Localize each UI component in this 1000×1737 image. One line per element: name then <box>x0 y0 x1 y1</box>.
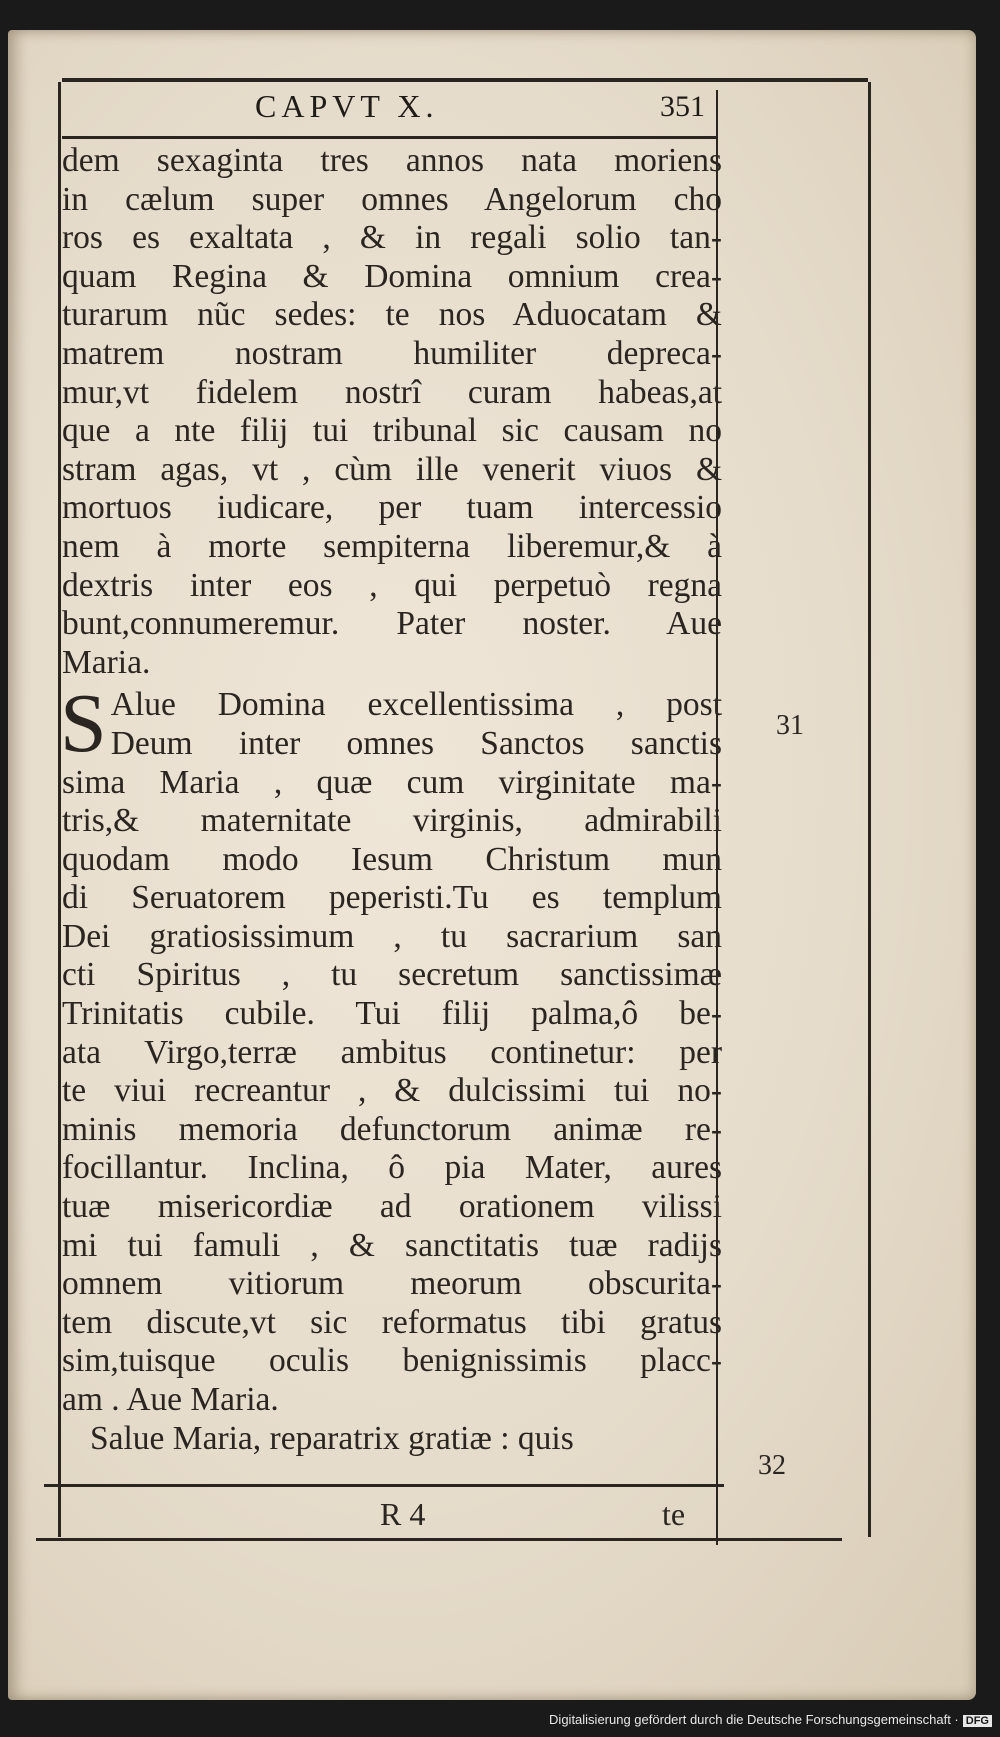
text-line: dem sexaginta tres annos nata moriens <box>62 142 722 179</box>
text-line: mortuos iudicare, per tuam intercessio <box>62 489 722 527</box>
text-line: Alue Domina excellentissima , post <box>110 686 722 724</box>
paragraph-1 <box>62 142 722 682</box>
text-line: di Seruatorem peperisti.Tu es templum <box>62 879 722 917</box>
text-line: que a nte filij tui tribunal sic causam no <box>62 412 722 450</box>
text-line: tem discute,vt sic reformatus tibi gratus <box>62 1303 722 1341</box>
text-line: sim,tuisque oculis benignissimis placc- <box>62 1342 722 1380</box>
outer-right-rule <box>868 82 871 1537</box>
text-line: turarum nũc sedes: te nos Aduocatam & <box>62 296 722 334</box>
running-head: CAPVT X. <box>255 88 439 124</box>
text-line: Trinitatis cubile. Tui filij palma,ô be- <box>62 995 722 1033</box>
text-line: in cælum super omnes Angelorum cho <box>62 180 722 218</box>
text-line: focillantur. Inclina, ô pia Mater, aures <box>62 1149 722 1187</box>
page-text <box>62 142 722 1458</box>
text-line: quam Regina & Domina omnium crea- <box>62 257 722 295</box>
text-line: ros es exaltata , & in regali solio tan- <box>62 219 722 257</box>
text-line: mi tui famuli , & sanctitatis tuæ radijs <box>62 1226 722 1264</box>
footer-rule <box>44 1484 724 1487</box>
text-line: minis memoria defunctorum animæ re- <box>62 1110 722 1148</box>
margin-number-32: 32 <box>758 1450 786 1481</box>
paragraph-2 <box>60 677 722 1419</box>
text-line: quodam modo Iesum Christum mun <box>62 840 722 878</box>
drop-cap: S <box>60 677 107 771</box>
text-line: cti Spiritus , tu secretum sanctissimæ <box>62 956 722 994</box>
text-line: ata Virgo,terræ ambitus continetur: per <box>62 1033 722 1071</box>
digitization-credit <box>549 1712 992 1727</box>
margin-number-31: 31 <box>776 710 804 741</box>
credit-text: Digitalisierung gefördert durch die Deutsche Forschungsgemeinschaft · <box>549 1712 959 1727</box>
text-line: Maria. <box>62 643 151 681</box>
text-line: dextris inter eos , qui perpetuò regna <box>62 566 722 604</box>
text-line: tuæ misericordiæ ad orationem vilissi <box>62 1188 722 1226</box>
text-line: sima Maria , quæ cum virginitate ma- <box>62 763 722 801</box>
text-line: am . Aue Maria. <box>62 1381 279 1418</box>
text-line: tris,& maternitate virginis, admirabili <box>62 802 722 840</box>
text-line: Dei gratiosissimum , tu sacrarium san <box>62 917 722 955</box>
left-rule <box>58 82 61 1537</box>
text-line: Deum inter omnes Sanctos sanctis <box>110 724 722 762</box>
text-line: bunt,connumeremur. Pater noster. Aue <box>62 605 722 643</box>
text-line: matrem nostram humiliter depreca- <box>62 334 722 372</box>
dfg-logo: DFG <box>963 1715 992 1727</box>
text-line: omnem vitiorum meorum obscurita- <box>62 1265 722 1303</box>
bottom-rule <box>36 1538 842 1541</box>
paragraph-3-line: Salue Maria, reparatrix gratiæ : quis <box>90 1419 574 1457</box>
top-rule <box>62 78 868 82</box>
text-line: te viui recreantur , & dulcissimi tui no- <box>62 1072 722 1110</box>
catchword: te <box>662 1496 686 1532</box>
text-line: nem à morte sempiterna liberemur,& à <box>62 527 722 565</box>
header-rule <box>62 136 716 139</box>
text-line: mur,vt fidelem nostrî curam habeas,at <box>62 373 722 411</box>
text-line: stram agas, vt , cùm ille venerit viuos & <box>62 450 722 488</box>
signature-mark: R 4 <box>380 1496 426 1532</box>
page-number: 351 <box>660 90 705 123</box>
